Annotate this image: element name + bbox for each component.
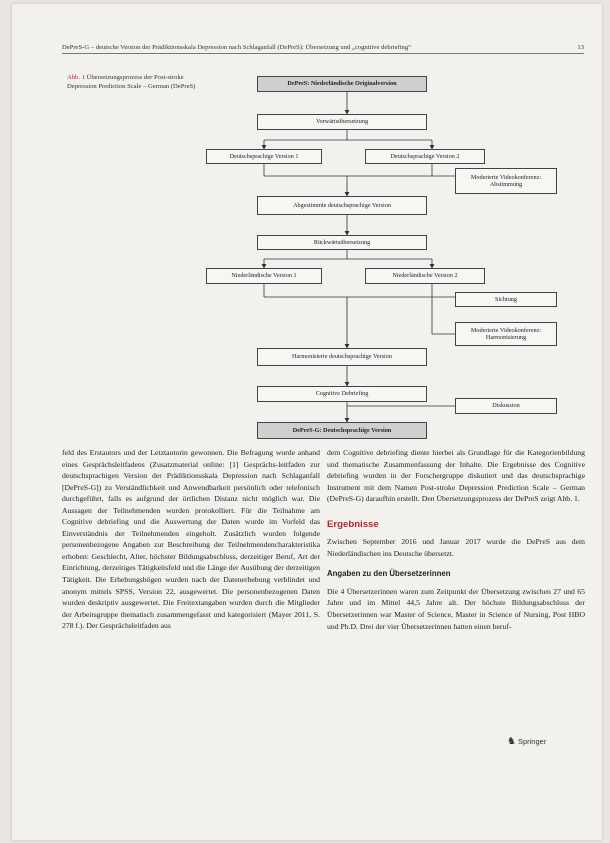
flow-original-version: DePreS: Niederländische Originalversion — [257, 76, 427, 92]
flow-video-conference-harmonization: Moderierte Videokonferenz: Harmonisierung — [455, 322, 557, 346]
subsection-heading-translators: Angaben zu den Übersetzerinnen — [327, 569, 451, 579]
publisher-logo — [507, 736, 546, 747]
figure-label: Abb. 1 — [67, 74, 85, 81]
flow-final-version: DePreS-G: Deutschsprachige Version — [257, 422, 427, 439]
body-paragraph-intro: dem Cognitive debriefing diente hierbei als Grundlage für die Kategorienbildung und thematische Zusammenfassung der Inhalte. Die Ergebnisse des Cognitive debriefing wurden in der Forschergruppe diskutiert und das deutschsprachige Instrument mit dem Namen Post-stroke Depression Prediction Scale – German (DePreS-G) daraufhin erstellt. Den Übersetzungsprozess der DePreS zeigt Abb. 1. — [327, 448, 585, 504]
flow-review: Sichtung — [455, 292, 557, 307]
figure-caption-text: Übersetzungsprozess der Post-stroke Depression Prediction Scale – German (DePreS) — [67, 74, 196, 90]
section-heading-results: Ergebnisse — [327, 518, 379, 530]
running-title: DePreS-G – deutsche Version der Prädiktionsskala Depression nach Schlaganfall (DePreS): Übersetzung und „cognitive debriefing“ — [62, 44, 412, 51]
page-number: 13 — [577, 44, 584, 51]
flow-dutch-version-1: Niederländische Version 1 — [206, 268, 322, 284]
flow-cognitive-debriefing: Cognitive Debriefing — [257, 386, 427, 402]
body-paragraph-results: Zwischen September 2016 und Januar 2017 wurde die DePreS aus dem Niederländischen ins Deutsche übersetzt. — [327, 537, 585, 558]
flow-back-translation: Rückwärtsübersetzung — [257, 235, 427, 250]
springer-horse-icon: ♞ — [507, 736, 516, 747]
right-column — [327, 447, 585, 632]
flow-video-conference-agreement: Moderierte Videokonferenz: Abstimmung — [455, 168, 557, 194]
body-paragraph-translators: Die 4 Übersetzerinnen waren zum Zeitpunkt der Übersetzung zwischen 27 und 65 Jahre und im Mittel 44,5 Jahre alt. Der höchste Bildungsabschluss der Übersetzerinnen war Master of Science, Master in Science of Nursing, Post HBO und Ph.D. Drei der vier Übersetzerinnen hatten einen beruf- — [327, 586, 585, 631]
flow-agreed-german-version: Abgestimmte deutschsprachige Version — [257, 196, 427, 215]
flow-dutch-version-2: Niederländische Version 2 — [365, 268, 485, 284]
flow-forward-translation: Vorwärtsübersetzung — [257, 114, 427, 130]
flow-discussion: Diskussion — [455, 398, 557, 414]
publisher-name: Springer — [517, 737, 547, 746]
left-column — [62, 447, 320, 632]
body-paragraph: feld des Erstautors und der Letztautorin gewonnen. Die Befragung wurde anhand eines Gesprächsleitfadens (Zusatzmaterial online: [1] Gesprächs-leitfaden zur deutschsprachigen Version der Prädiktionsskala Depression nach Schlaganfall [DePreS-G]) zu Verständlichkeit und Anwendbarkeit persönlich oder telefonisch durchgeführt, falls es aufgrund der örtlichen Distanz nicht möglich war. Die Aussagen der Teilnehmenden wurden protokolliert. Für die Teilnahme am Cognitive debriefing und die Auswertung der Daten wurde im Vorfeld das Einverständnis der Teilnehmenden eingeholt. Zusätzlich wurden folgende personenbezogene Angaben zur Beschreibung der Teilnehmendencharakteristika erhoben: Geschlecht, Alter, höchster Bildungsabschluss, derzeitiger Beruf, Art der Einrichtung, derzeitiges Tätigkeitsfeld und die Länge der Ausübung der derzeitigen Tätigkeit. Die Erhebungsbögen wurden nach der Datenerhebung verblindet und anonym mittels SPSS, Version 22, ausgewertet. Die personenbezogenen Daten wurden deskriptiv ausgewertet. Die Freitextangaben wurden durch die Mitglieder der Arbeitsgruppe thematisch zusammengefasst und kategorisiert (Mayer 2011, S. 278 f.). Der Gesprächsleitfaden aus — [62, 448, 320, 631]
document-page — [12, 4, 602, 840]
flow-german-version-2: Deutschsprachige Version 2 — [365, 149, 485, 164]
flow-german-version-1: Deutschsprachige Version 1 — [206, 149, 322, 164]
flow-harmonized-german-version: Harmonisierte deutschsprachige Version — [257, 348, 427, 366]
